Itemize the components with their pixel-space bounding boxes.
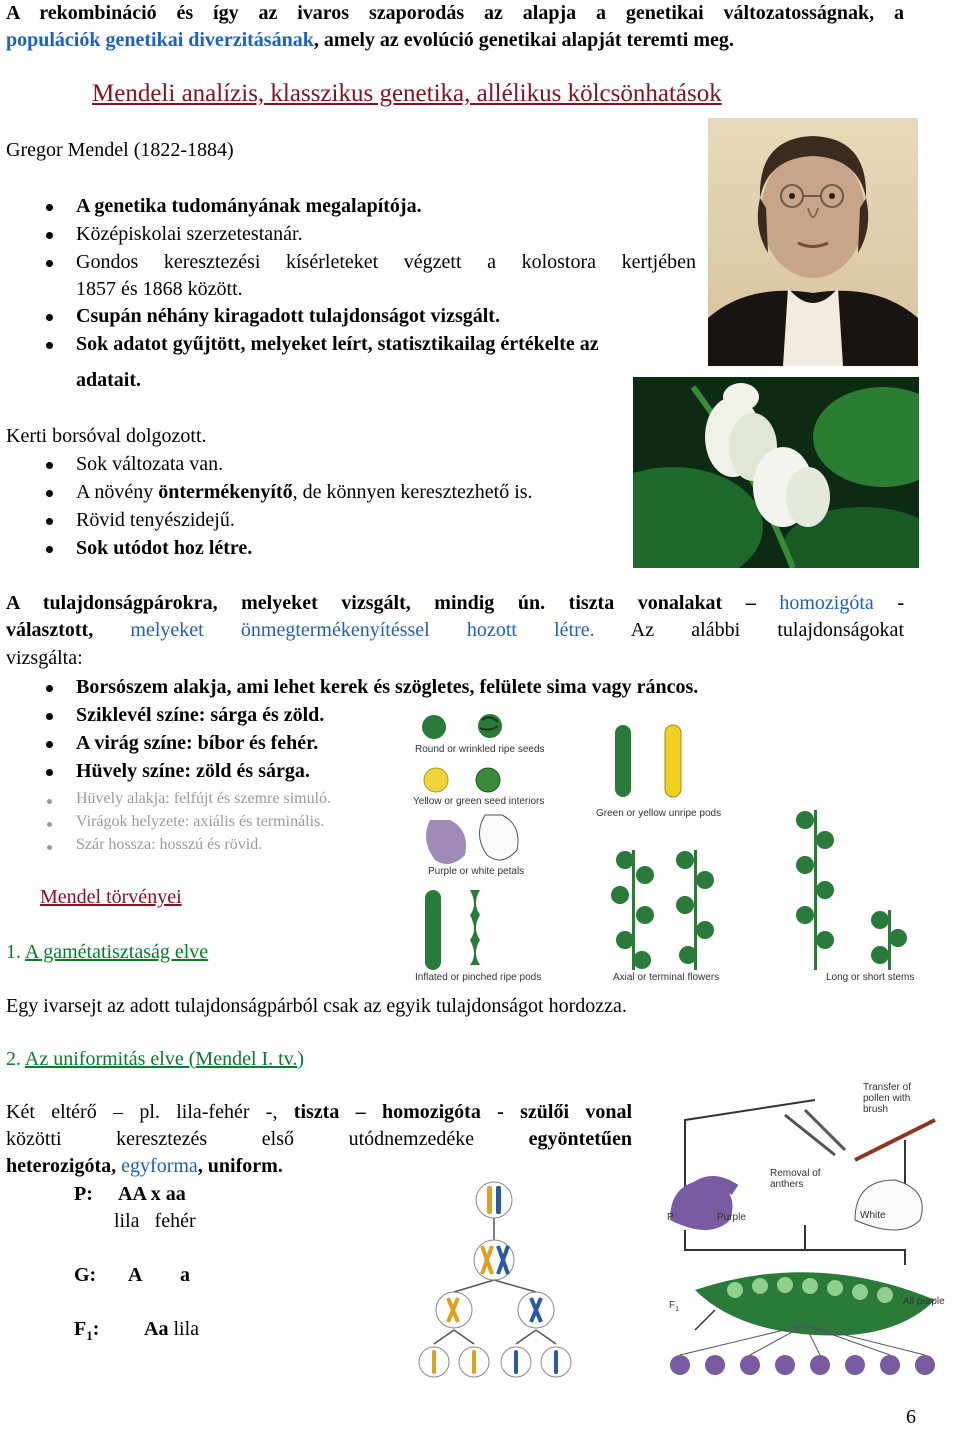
law-2-heading: 2. Az uniformitás elve (Mendel I. tv.) bbox=[6, 1048, 305, 1070]
cross-p-value: AA x aa bbox=[118, 1183, 186, 1205]
cross-p-sub: lila fehér bbox=[114, 1210, 196, 1232]
pea-bullet: A növény öntermékenyítő, de könnyen keresztezhető is. bbox=[6, 479, 626, 507]
law-2-line-3: heterozigóta, egyforma, uniform. bbox=[6, 1155, 283, 1177]
caption-purple: Purple bbox=[717, 1212, 746, 1223]
traits-line-1: A tulajdonságpárokra, melyeket vizsgált, mindig ún. tiszta vonalakat – homozigóta - bbox=[6, 592, 905, 614]
law-2-line-2: közötti keresztezés első utódnemzedéke egyöntetűen bbox=[6, 1128, 632, 1150]
mendel-bullets-2 bbox=[6, 303, 696, 359]
mendel-bullet: Sok adatot gyűjtött, melyeket leírt, statisztikailag értékelte az bbox=[6, 331, 696, 359]
cross-f1-value: Aa lila bbox=[144, 1318, 199, 1340]
laws-title: Mendel törvényei bbox=[40, 886, 182, 908]
page-number: 6 bbox=[906, 1406, 916, 1428]
traits-grey-list bbox=[6, 787, 406, 856]
law-1-heading: 1. A gamétatisztaság elve bbox=[6, 941, 209, 963]
trait-item-grey: Hüvely alakja: felfújt és szemre simuló. bbox=[6, 787, 406, 810]
intro-highlight: populációk genetikai diverzitásának bbox=[6, 29, 314, 51]
cross-pollination-diagram bbox=[655, 1080, 955, 1385]
traits-line-2: választott, melyeket önmegtermékenyítéssel hozott létre. Az alábbi tulajdonságokat bbox=[6, 619, 904, 641]
caption-transfer: Transfer of pollen with brush bbox=[863, 1082, 911, 1115]
intro-line-1: A rekombináció és így az ivaros szaporodás az alapja a genetikai változatosságnak, a bbox=[6, 2, 904, 24]
caption-white: White bbox=[860, 1210, 886, 1221]
mendel-bullet-cont: adatait. bbox=[76, 369, 141, 391]
caption-removal: Removal of anthers bbox=[770, 1168, 821, 1190]
caption-round: Round or wrinkled ripe seeds bbox=[415, 744, 545, 755]
trait-item: Borsószem alakja, ami lehet kerek és szögletes, felülete sima vagy ráncos. bbox=[6, 674, 906, 702]
intro-rest: , amely az evolúció genetikai alapját teremti meg. bbox=[313, 29, 734, 51]
cross-f1-label: $F_1$: bbox=[74, 1318, 100, 1343]
trait-item-grey: Virágok helyzete: axiális és terminális. bbox=[6, 810, 406, 833]
mendel-bullet: Gondos keresztezési kísérleteket végzett a kolostora kertjében bbox=[6, 249, 696, 276]
cross-p-label: P: bbox=[74, 1183, 93, 1205]
pea-bullet: Sok utódot hoz létre. bbox=[6, 535, 626, 563]
pea-flower-photo bbox=[633, 377, 919, 568]
caption-p: P bbox=[667, 1212, 674, 1223]
cross-g-b: a bbox=[180, 1264, 190, 1286]
trait-item-grey: Szár hossza: hosszú és rövid. bbox=[6, 833, 406, 856]
caption-axial: Axial or terminal flowers bbox=[613, 972, 720, 983]
mendel-bullet-cont: 1857 és 1868 között. bbox=[76, 278, 243, 300]
trait-item: A virág színe: bíbor és fehér. bbox=[6, 730, 906, 758]
trait-illustrations bbox=[410, 710, 920, 985]
section-title: Mendeli analízis, klasszikus genetika, allélikus kölcsönhatások bbox=[92, 80, 722, 107]
caption-inflated: Inflated or pinched ripe pods bbox=[415, 972, 542, 983]
cross-g-a: A bbox=[128, 1264, 143, 1286]
caption-seed-interiors: Yellow or green seed interiors bbox=[413, 796, 545, 807]
trait-item: Hüvely színe: zöld és sárga. bbox=[6, 758, 906, 786]
trait-item: Sziklevél színe: sárga és zöld. bbox=[6, 702, 906, 730]
caption-f1: $F_1$ bbox=[669, 1300, 680, 1313]
mendel-name: Gregor Mendel (1822-1884) bbox=[6, 139, 234, 161]
mendel-bullet: Csupán néhány kiragadott tulajdonságot vizsgált. bbox=[6, 303, 696, 331]
mendel-portrait bbox=[708, 118, 918, 366]
law-2-line-1: Két eltérő – pl. lila-fehér -, tiszta – homozigóta - szülői vonal bbox=[6, 1101, 632, 1123]
mendel-bullets bbox=[6, 193, 696, 276]
caption-all-purple: All purple bbox=[903, 1296, 945, 1307]
mendel-bullet: Középiskolai szerzetestanár. bbox=[6, 221, 696, 249]
cross-g-label: G: bbox=[74, 1264, 97, 1286]
caption-stems: Long or short stems bbox=[826, 972, 915, 983]
traits-line-3: vizsgálta: bbox=[6, 647, 83, 669]
pea-heading: Kerti borsóval dolgozott. bbox=[6, 425, 207, 447]
law-1-text: Egy ivarsejt az adott tulajdonságpárból csak az egyik tulajdonságot hordozza. bbox=[6, 995, 627, 1017]
mendel-bullet: A genetika tudományának megalapítója. bbox=[6, 193, 696, 221]
caption-petals: Purple or white petals bbox=[428, 866, 525, 877]
intro-line-2 bbox=[6, 27, 734, 54]
pea-bullet: Rövid tenyészidejű. bbox=[6, 507, 626, 535]
pea-bullet: Sok változata van. bbox=[6, 451, 626, 479]
caption-pods-color: Green or yellow unripe pods bbox=[596, 808, 722, 819]
pea-bullets bbox=[6, 451, 626, 563]
chromosome-diagram bbox=[416, 1180, 586, 1380]
